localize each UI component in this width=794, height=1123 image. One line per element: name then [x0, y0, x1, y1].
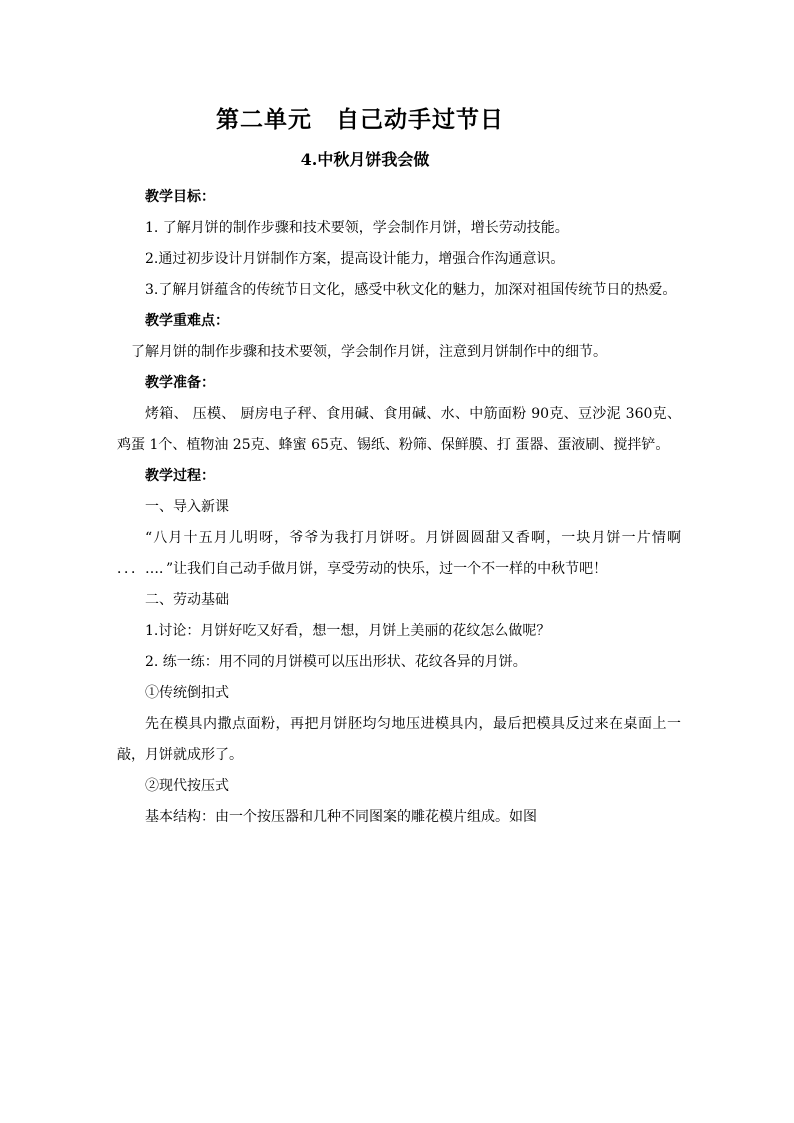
goal-item-3: 3.了解月饼蕴含的传统节日文化，感受中秋文化的魅力，加深对祖国传统节日的热爱。 — [145, 282, 677, 298]
key-points-text: 了解月饼的制作步骤和技术要领，学会制作月饼，注意到月饼制作中的细节。 — [131, 344, 607, 360]
section-intro-heading: 一、导入新课 — [145, 499, 229, 515]
goal-item-1: 1. 了解月饼的制作步骤和技术要领，学会制作月饼，增长劳动技能。 — [145, 220, 569, 236]
key-points-heading: 教学重难点： — [145, 313, 229, 329]
method-modern-text: 基本结构：由一个按压器和几种不同图案的雕花模片组成。如图 — [145, 809, 537, 825]
method-traditional-heading: ①传统倒扣式 — [145, 685, 229, 701]
preparation-text: 烤箱、 压模、 厨房电子秤、食用碱、食用碱、水、中筋面粉 90克、豆沙泥 360克、鸡蛋 1个、植物油 25克、蜂蜜 65克、锡纸、粉筛、保鲜膜、打 蛋器、蛋液刷、搅拌铲。 — [117, 406, 681, 453]
lesson-title: 4.中秋月饼我会做 — [300, 150, 430, 169]
unit-title: 第二单元 自己动手过节日 — [216, 106, 504, 133]
lesson-body — [117, 182, 681, 833]
goals-heading: 教学目标： — [145, 189, 215, 205]
practice-item: 2. 练一练：用不同的月饼模可以压出形状、花纹各异的月饼。 — [145, 654, 527, 670]
intro-quote: “八月十五月儿明呀，爷爷为我打月饼呀。月饼圆圆甜又香啊，一块月饼一片情啊 ．．．…．”让我们自己动手做月饼，享受劳动的快乐，过一个不一样的中秋节吧！ — [117, 530, 681, 577]
process-heading: 教学过程： — [145, 468, 215, 484]
section-basics-heading: 二、劳动基础 — [145, 592, 229, 608]
discussion-item: 1.讨论：月饼好吃又好看，想一想，月饼上美丽的花纹怎么做呢？ — [145, 623, 551, 639]
goal-item-2: 2.通过初步设计月饼制作方案，提高设计能力，增强合作沟通意识。 — [145, 251, 565, 267]
preparation-heading: 教学准备： — [145, 375, 215, 391]
method-modern-heading: ②现代按压式 — [145, 778, 229, 794]
method-traditional-text: 先在模具内撒点面粉，再把月饼胚均匀地压进模具内，最后把模具反过来在桌面上一敲，月饼就成形了。 — [117, 716, 681, 763]
